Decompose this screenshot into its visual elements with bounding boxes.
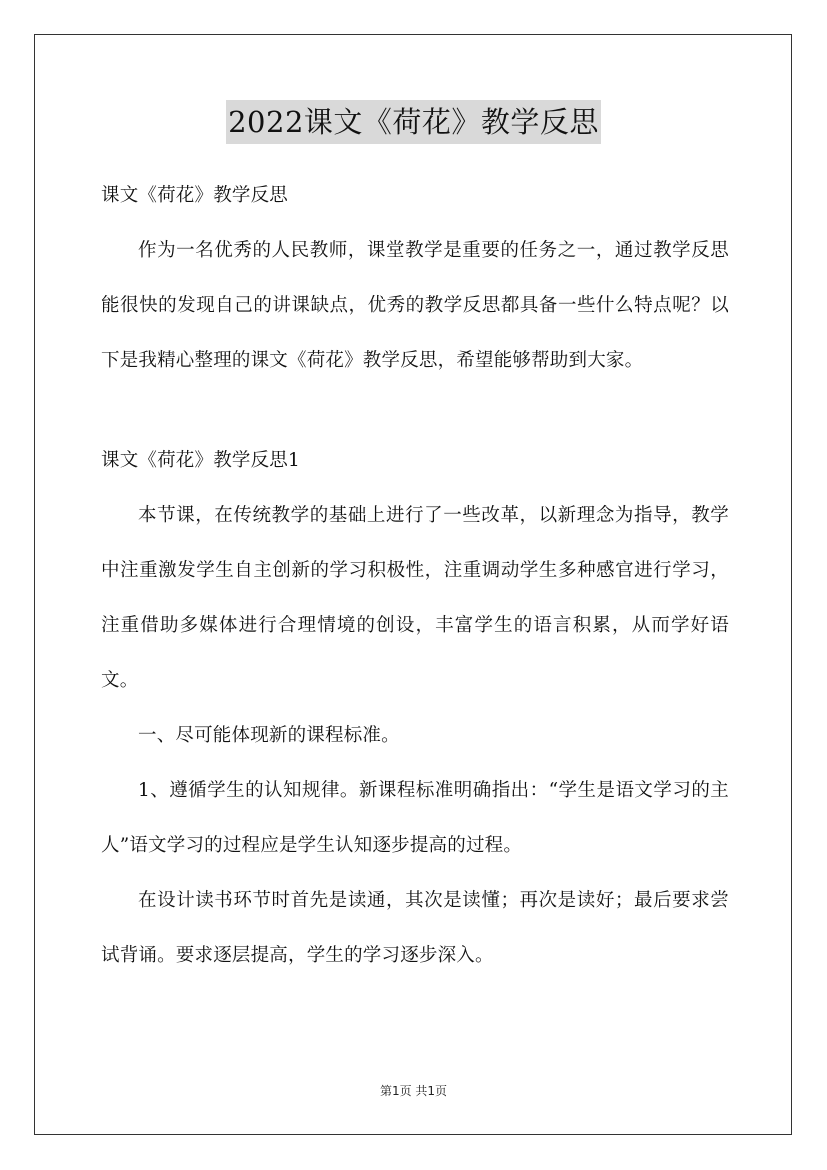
section-spacer — [101, 388, 729, 433]
title-container — [0, 100, 827, 144]
body-paragraph: 一、尽可能体现新的课程标准。 — [138, 725, 400, 746]
body-paragraph: 本节课，在传统教学的基础上进行了一些改革，以新理念为指导，教学中注重激发学生自主创新的学习积极性，注重调动学生多种感官进行学习，注重借助多媒体进行合理情境的创设，丰富学生的语言积累，从而学好语文。 — [101, 505, 729, 691]
section-heading: 课文《荷花》教学反思1 — [101, 450, 300, 471]
intro-paragraph: 作为一名优秀的人民教师，课堂教学是重要的任务之一，通过教学反思能很快的发现自己的讲课缺点，优秀的教学反思都具备一些什么特点呢？以下是我精心整理的课文《荷花》教学反思，希望能够帮助到大家。 — [101, 240, 729, 371]
page-footer: 第1页 共1页 — [379, 1084, 448, 1098]
body-paragraph: 在设计读书环节时首先是读通，其次是读懂；再次是读好；最后要求尝试背诵。要求逐层提高，学生的学习逐步深入。 — [101, 890, 729, 966]
body-paragraph: 1、遵循学生的认知规律。新课程标准明确指出：“学生是语文学习的主人”语文学习的过程应是学生认知逐步提高的过程。 — [101, 780, 729, 856]
document-title: 2022课文《荷花》教学反思 — [226, 100, 601, 144]
document-body — [101, 168, 729, 983]
document-subtitle: 课文《荷花》教学反思 — [101, 185, 289, 206]
